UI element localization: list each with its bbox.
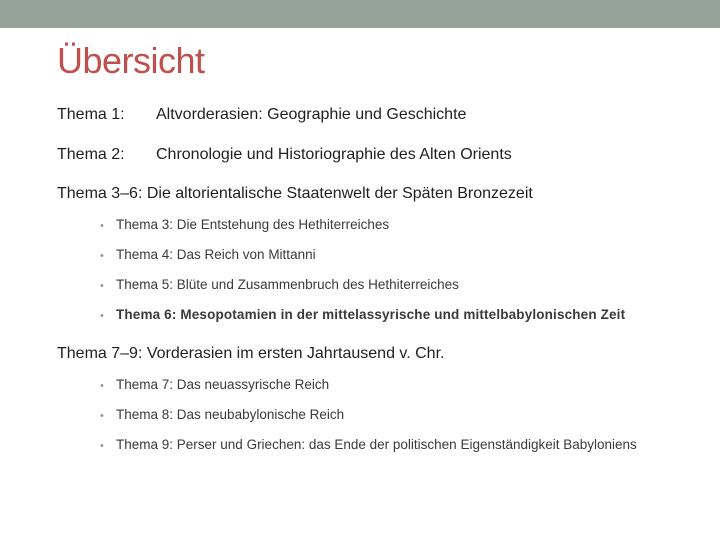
list-item-text: Thema 8: Das neubabylonische Reich [116,407,345,422]
list-item-text: Thema 6: Mesopotamien in der mittelassyrische und mittelbabylonischen Zeit [116,307,626,322]
topic-term: Thema 2: [57,146,125,163]
list-item [100,407,344,422]
bullet-icon: • [100,380,104,392]
bullet-icon: • [100,250,104,262]
list-item [100,377,329,392]
list-item-text: Thema 5: Blüte und Zusammenbruch des Hethiterreiches [116,277,459,292]
list-item [100,437,637,452]
list-item [100,307,625,322]
bullet-icon: • [100,410,104,422]
list-item [100,217,389,232]
topic-row-2 [57,146,512,164]
topic-desc: Chronologie und Historiographie des Alten Orients [156,146,512,163]
topic-desc: Altvorderasien: Geographie und Geschichte [156,106,467,123]
bullet-icon: • [100,280,104,292]
group-heading-2: Thema 7–9: Vorderasien im ersten Jahrtausend v. Chr. [57,345,445,362]
bullet-icon: • [100,220,104,232]
slide-title: Übersicht [57,40,205,81]
list-item [100,247,316,262]
bullet-icon: • [100,310,104,322]
list-item-text: Thema 7: Das neuassyrische Reich [116,377,330,392]
group-heading-1: Thema 3–6: Die altorientalische Staatenwelt der Späten Bronzezeit [57,185,533,202]
topic-row-1 [57,106,466,124]
bullet-icon: • [100,440,104,452]
list-item-text: Thema 4: Das Reich von Mittanni [116,247,316,262]
top-band [0,0,720,28]
list-item-text: Thema 3: Die Entstehung des Hethiterreiches [116,217,390,232]
topic-term: Thema 1: [57,106,125,123]
list-item-text: Thema 9: Perser und Griechen: das Ende der politischen Eigenständigkeit Babyloniens [116,437,637,452]
list-item [100,277,459,292]
